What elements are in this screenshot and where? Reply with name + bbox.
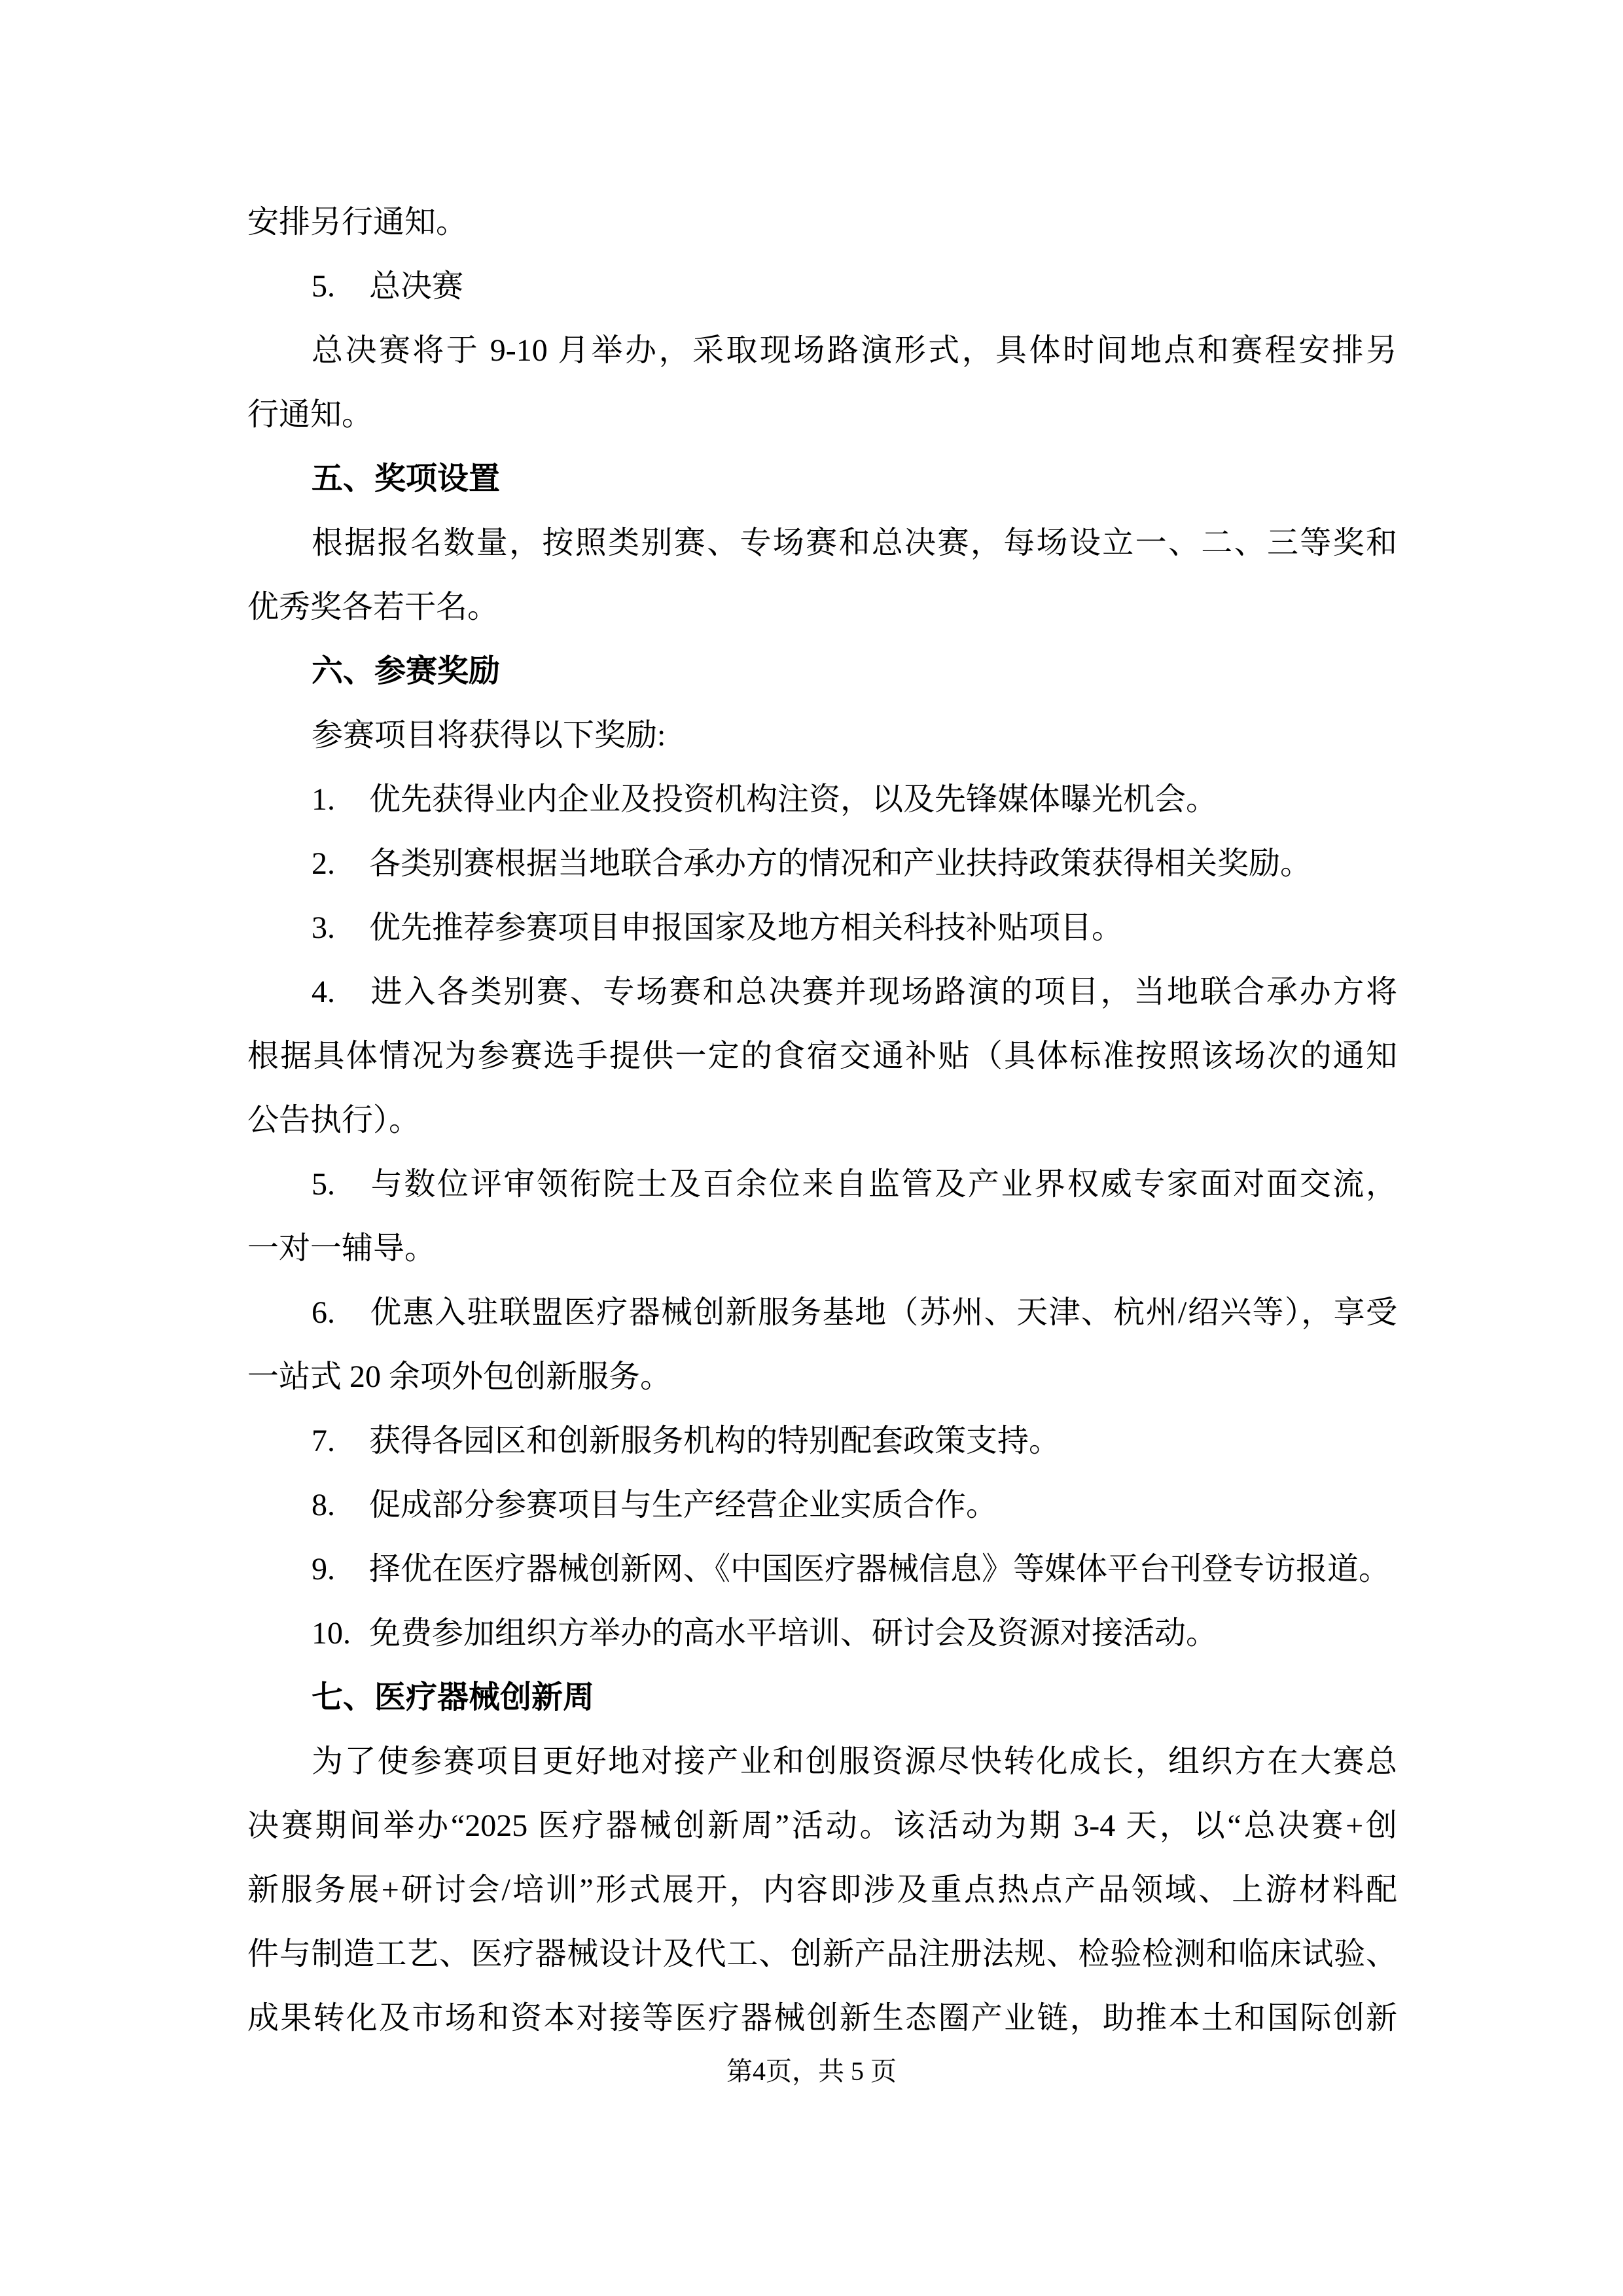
list-number: 5. <box>312 269 335 304</box>
line-text: 七、医疗器械创新周 <box>312 1680 595 1715</box>
text-line <box>247 1409 1397 1473</box>
document-body <box>247 190 1397 2051</box>
line-text: 进入各类别赛、专场赛和总决赛并现场路演的项目，当地联合承办方将 <box>369 975 1397 1009</box>
line-text: 决赛期间举办“2025 医疗器械创新周”活动。该活动为期 3-4 天，以“总决赛+创 <box>247 1808 1397 1843</box>
line-text: 各类别赛根据当地联合承办方的情况和产业扶持政策获得相关奖励。 <box>369 846 1312 881</box>
list-number: 8. <box>312 1488 335 1522</box>
line-text: 参赛项目将获得以下奖励: <box>312 718 666 753</box>
text-line <box>247 1153 1397 1217</box>
text-line <box>247 1217 1397 1281</box>
text-line <box>247 768 1397 832</box>
line-text: 件与制造工艺、医疗器械设计及代工、创新产品注册法规、检验检测和临床试验、 <box>247 1937 1397 1971</box>
page-number-footer: 第4页，共 5 页 <box>726 2056 897 2086</box>
line-text: 总决赛 <box>369 269 464 304</box>
text-line <box>247 383 1397 447</box>
text-line <box>247 896 1397 960</box>
text-line <box>247 704 1397 768</box>
text-line <box>247 1730 1397 1794</box>
line-text: 优先获得业内企业及投资机构注资，以及先锋媒体曝光机会。 <box>369 782 1218 817</box>
text-line <box>247 1088 1397 1153</box>
text-line <box>247 190 1397 255</box>
line-text: 行通知。 <box>247 397 374 432</box>
list-number: 4. <box>312 975 335 1009</box>
text-line <box>247 1473 1397 1537</box>
line-text: 一站式 20 余项外包创新服务。 <box>247 1359 672 1394</box>
line-text: 优惠入驻联盟医疗器械创新服务基地（苏州、天津、杭州/绍兴等），享受 <box>369 1295 1397 1330</box>
text-line <box>247 319 1397 383</box>
text-line <box>247 575 1397 639</box>
line-text: 促成部分参赛项目与生产经营企业实质合作。 <box>369 1488 998 1522</box>
line-text: 公告执行）。 <box>247 1103 421 1138</box>
line-text: 为了使参赛项目更好地对接产业和创服资源尽快转化成长，组织方在大赛总 <box>312 1744 1397 1779</box>
line-text: 择优在医疗器械创新网、《中国医疗器械信息》等媒体平台刊登专访报道。 <box>369 1552 1391 1587</box>
text-line <box>247 1345 1397 1409</box>
text-line <box>247 960 1397 1024</box>
list-number: 3. <box>312 910 335 945</box>
section-heading <box>247 639 1397 704</box>
text-line <box>247 1024 1397 1088</box>
line-text: 优秀奖各若干名。 <box>247 590 499 624</box>
line-text: 根据具体情况为参赛选手提供一定的食宿交通补贴（具体标准按照该场次的通知 <box>247 1039 1397 1073</box>
line-text: 与数位评审领衔院士及百余位来自监管及产业界权威专家面对面交流， <box>369 1167 1397 1202</box>
list-number: 9. <box>312 1552 335 1587</box>
text-line <box>247 1922 1397 1986</box>
text-line <box>247 255 1397 319</box>
line-text: 获得各园区和创新服务机构的特别配套政策支持。 <box>369 1424 1061 1458</box>
line-text: 优先推荐参赛项目申报国家及地方相关科技补贴项目。 <box>369 910 1124 945</box>
line-text: 免费参加组织方举办的高水平培训、研讨会及资源对接活动。 <box>369 1616 1218 1651</box>
line-text: 总决赛将于 9-10 月举办，采取现场路演形式，具体时间地点和赛程安排另 <box>312 333 1397 368</box>
text-line <box>247 1986 1397 2051</box>
line-text: 六、参赛奖励 <box>312 654 501 689</box>
line-text: 五、奖项设置 <box>312 461 501 496</box>
list-number: 7. <box>312 1424 335 1458</box>
text-line <box>247 1281 1397 1345</box>
text-line <box>247 1858 1397 1922</box>
text-line <box>247 1794 1397 1858</box>
line-text: 安排另行通知。 <box>247 205 468 240</box>
list-number: 6. <box>312 1295 335 1330</box>
text-line <box>247 1602 1397 1666</box>
section-heading <box>247 447 1397 511</box>
list-number: 2. <box>312 846 335 881</box>
text-line <box>247 511 1397 575</box>
line-text: 成果转化及市场和资本对接等医疗器械创新生态圈产业链，助推本土和国际创新 <box>247 2001 1397 2036</box>
list-number: 1. <box>312 782 335 817</box>
section-heading <box>247 1666 1397 1730</box>
line-text: 新服务展+研讨会/培训”形式展开，内容即涉及重点热点产品领域、上游材料配 <box>247 1873 1397 1907</box>
text-line <box>247 832 1397 896</box>
list-number: 10. <box>312 1616 351 1651</box>
line-text: 一对一辅导。 <box>247 1231 437 1266</box>
list-number: 5. <box>312 1167 335 1202</box>
text-line <box>247 1537 1397 1602</box>
line-text: 根据报名数量，按照类别赛、专场赛和总决赛，每场设立一、二、三等奖和 <box>312 526 1397 560</box>
